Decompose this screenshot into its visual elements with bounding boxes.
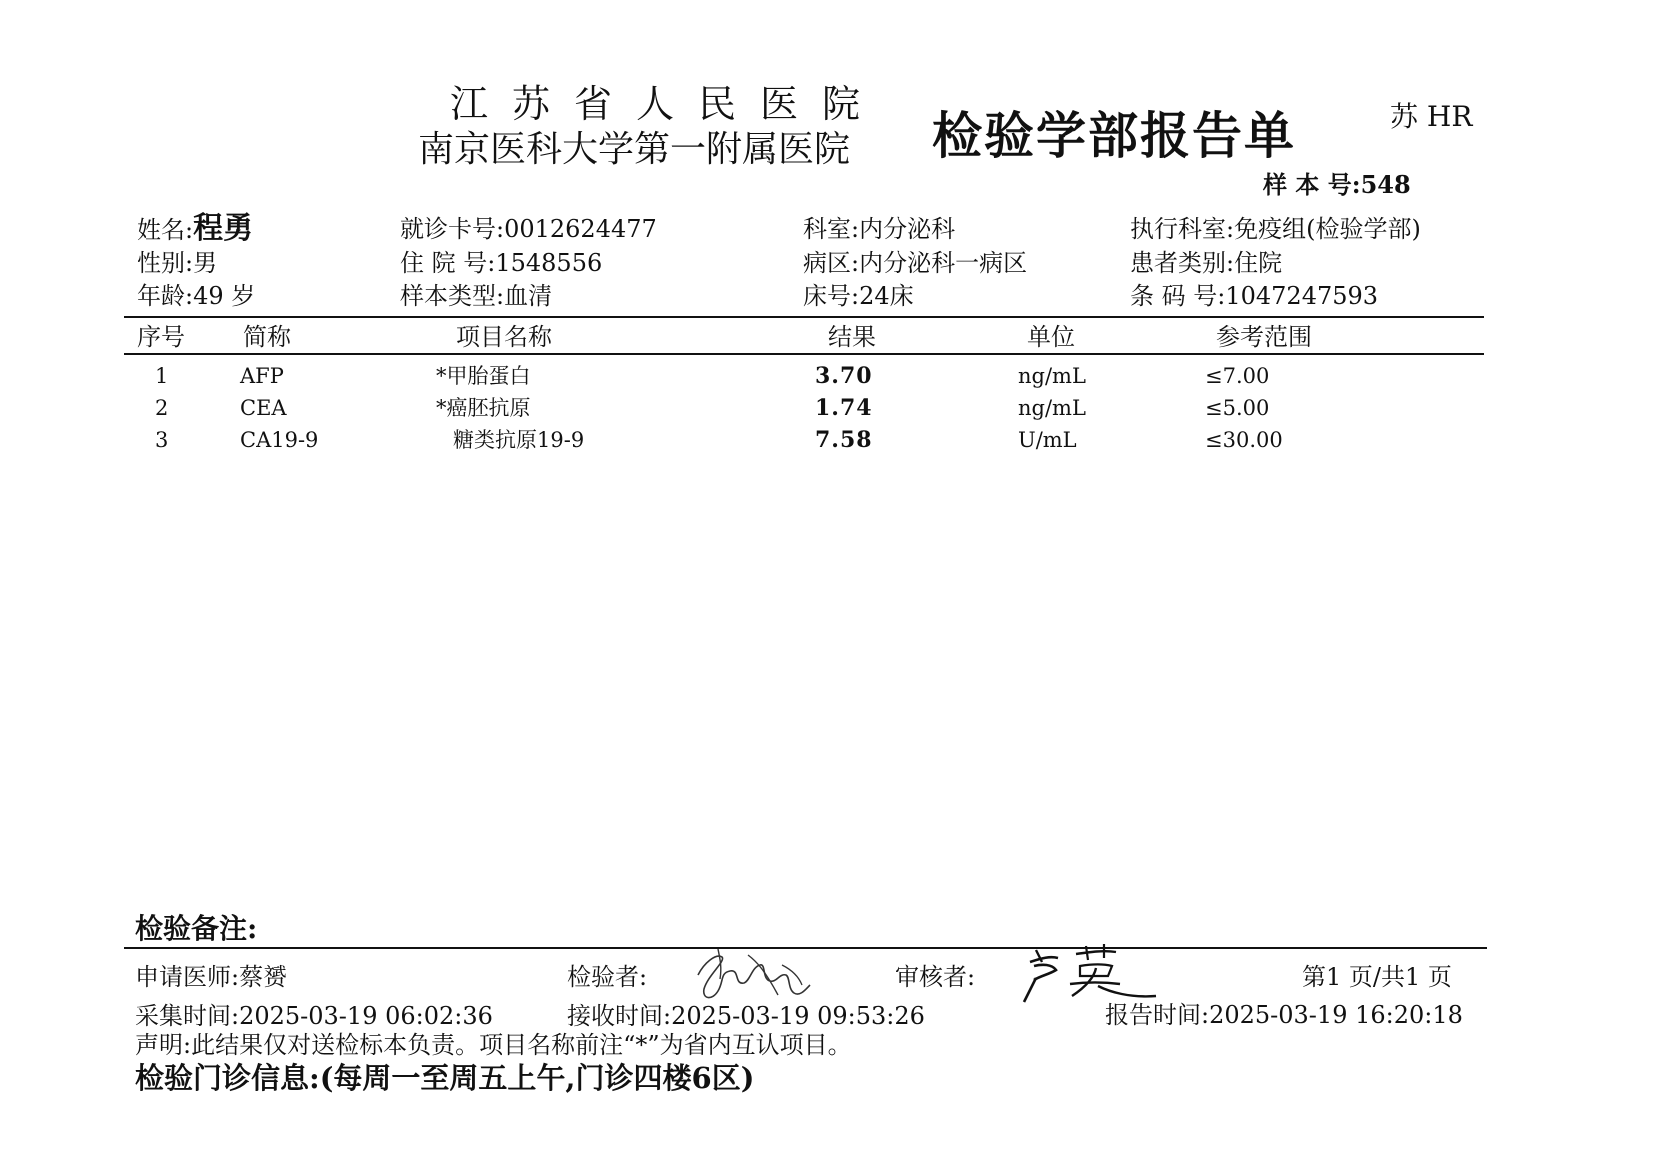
report-code: 苏 HR (1390, 100, 1473, 133)
department: 科室:内分泌科 (803, 215, 956, 243)
disclaimer: 声明:此结果仅对送检标本负责。项目名称前注“*”为省内互认项目。 (135, 1031, 852, 1059)
patient-name: 程勇 (193, 211, 254, 246)
clinic-info: 检验门诊信息:(每周一至周五上午,门诊四楼6区) (135, 1061, 755, 1095)
cell-abbr: CA19-9 (240, 428, 319, 452)
patient-name-label: 姓名: (137, 216, 194, 244)
header-abbr: 简称 (243, 323, 291, 351)
cell-seq: 1 (155, 364, 169, 388)
collect-time: 采集时间:2025-03-19 06:02:36 (135, 1002, 493, 1030)
page-info: 第1 页/共1 页 (1302, 963, 1452, 991)
table-header-rule (124, 353, 1484, 355)
patient-age: 年龄:49 岁 (137, 282, 256, 310)
report-time: 报告时间:2025-03-19 16:20:18 (1105, 1001, 1463, 1029)
reviewer-signature (1020, 940, 1160, 1006)
header-seq: 序号 (137, 323, 185, 351)
cell-result: 3.70 (815, 363, 873, 389)
cell-range: ≤30.00 (1205, 428, 1283, 452)
cell-result: 1.74 (815, 395, 873, 421)
patient-type: 患者类别:住院 (1130, 249, 1283, 277)
cell-seq: 3 (155, 428, 169, 452)
cell-result: 7.58 (815, 427, 873, 453)
header-result: 结果 (828, 323, 876, 351)
bed-number: 床号:24床 (803, 282, 914, 310)
cell-range: ≤5.00 (1205, 396, 1270, 420)
reviewer-label: 审核者: (895, 963, 976, 991)
sample-type: 样本类型:血清 (400, 282, 553, 310)
exec-department: 执行科室:免疫组(检验学部) (1130, 215, 1421, 243)
header-item: 项目名称 (456, 323, 552, 351)
report-title: 检验学部报告单 (932, 106, 1296, 165)
tester-signature (690, 945, 820, 1007)
hospital-name-line2: 南京医科大学第一附属医院 (418, 129, 851, 170)
inpatient-number: 住 院 号:1548556 (400, 249, 603, 277)
remark-label: 检验备注: (135, 912, 258, 945)
cell-item: 糖类抗原19-9 (453, 428, 585, 452)
cell-seq: 2 (155, 396, 169, 420)
cell-abbr: AFP (240, 364, 284, 388)
table-top-rule (124, 316, 1484, 318)
header-range: 参考范围 (1216, 323, 1312, 351)
barcode-number: 条 码 号:1047247593 (1130, 282, 1379, 310)
card-number: 就诊卡号:0012624477 (400, 215, 657, 243)
header-unit: 单位 (1027, 323, 1075, 351)
cell-range: ≤7.00 (1205, 364, 1270, 388)
cell-unit: U/mL (1018, 428, 1077, 452)
hospital-name-line1: 江苏省人民医院 (450, 82, 885, 126)
tester-label: 检验者: (567, 963, 648, 991)
cell-abbr: CEA (240, 396, 287, 420)
receive-time: 接收时间:2025-03-19 09:53:26 (567, 1002, 925, 1030)
ward: 病区:内分泌科一病区 (803, 249, 1028, 277)
sample-number: 样 本 号:548 (1263, 170, 1411, 199)
cell-unit: ng/mL (1018, 396, 1086, 420)
cell-unit: ng/mL (1018, 364, 1086, 388)
requesting-doctor: 申请医师:蔡赟 (135, 963, 288, 991)
patient-name-row (137, 211, 254, 246)
patient-gender: 性别:男 (137, 249, 218, 277)
cell-item: *甲胎蛋白 (436, 364, 531, 388)
cell-item: *癌胚抗原 (436, 396, 531, 420)
